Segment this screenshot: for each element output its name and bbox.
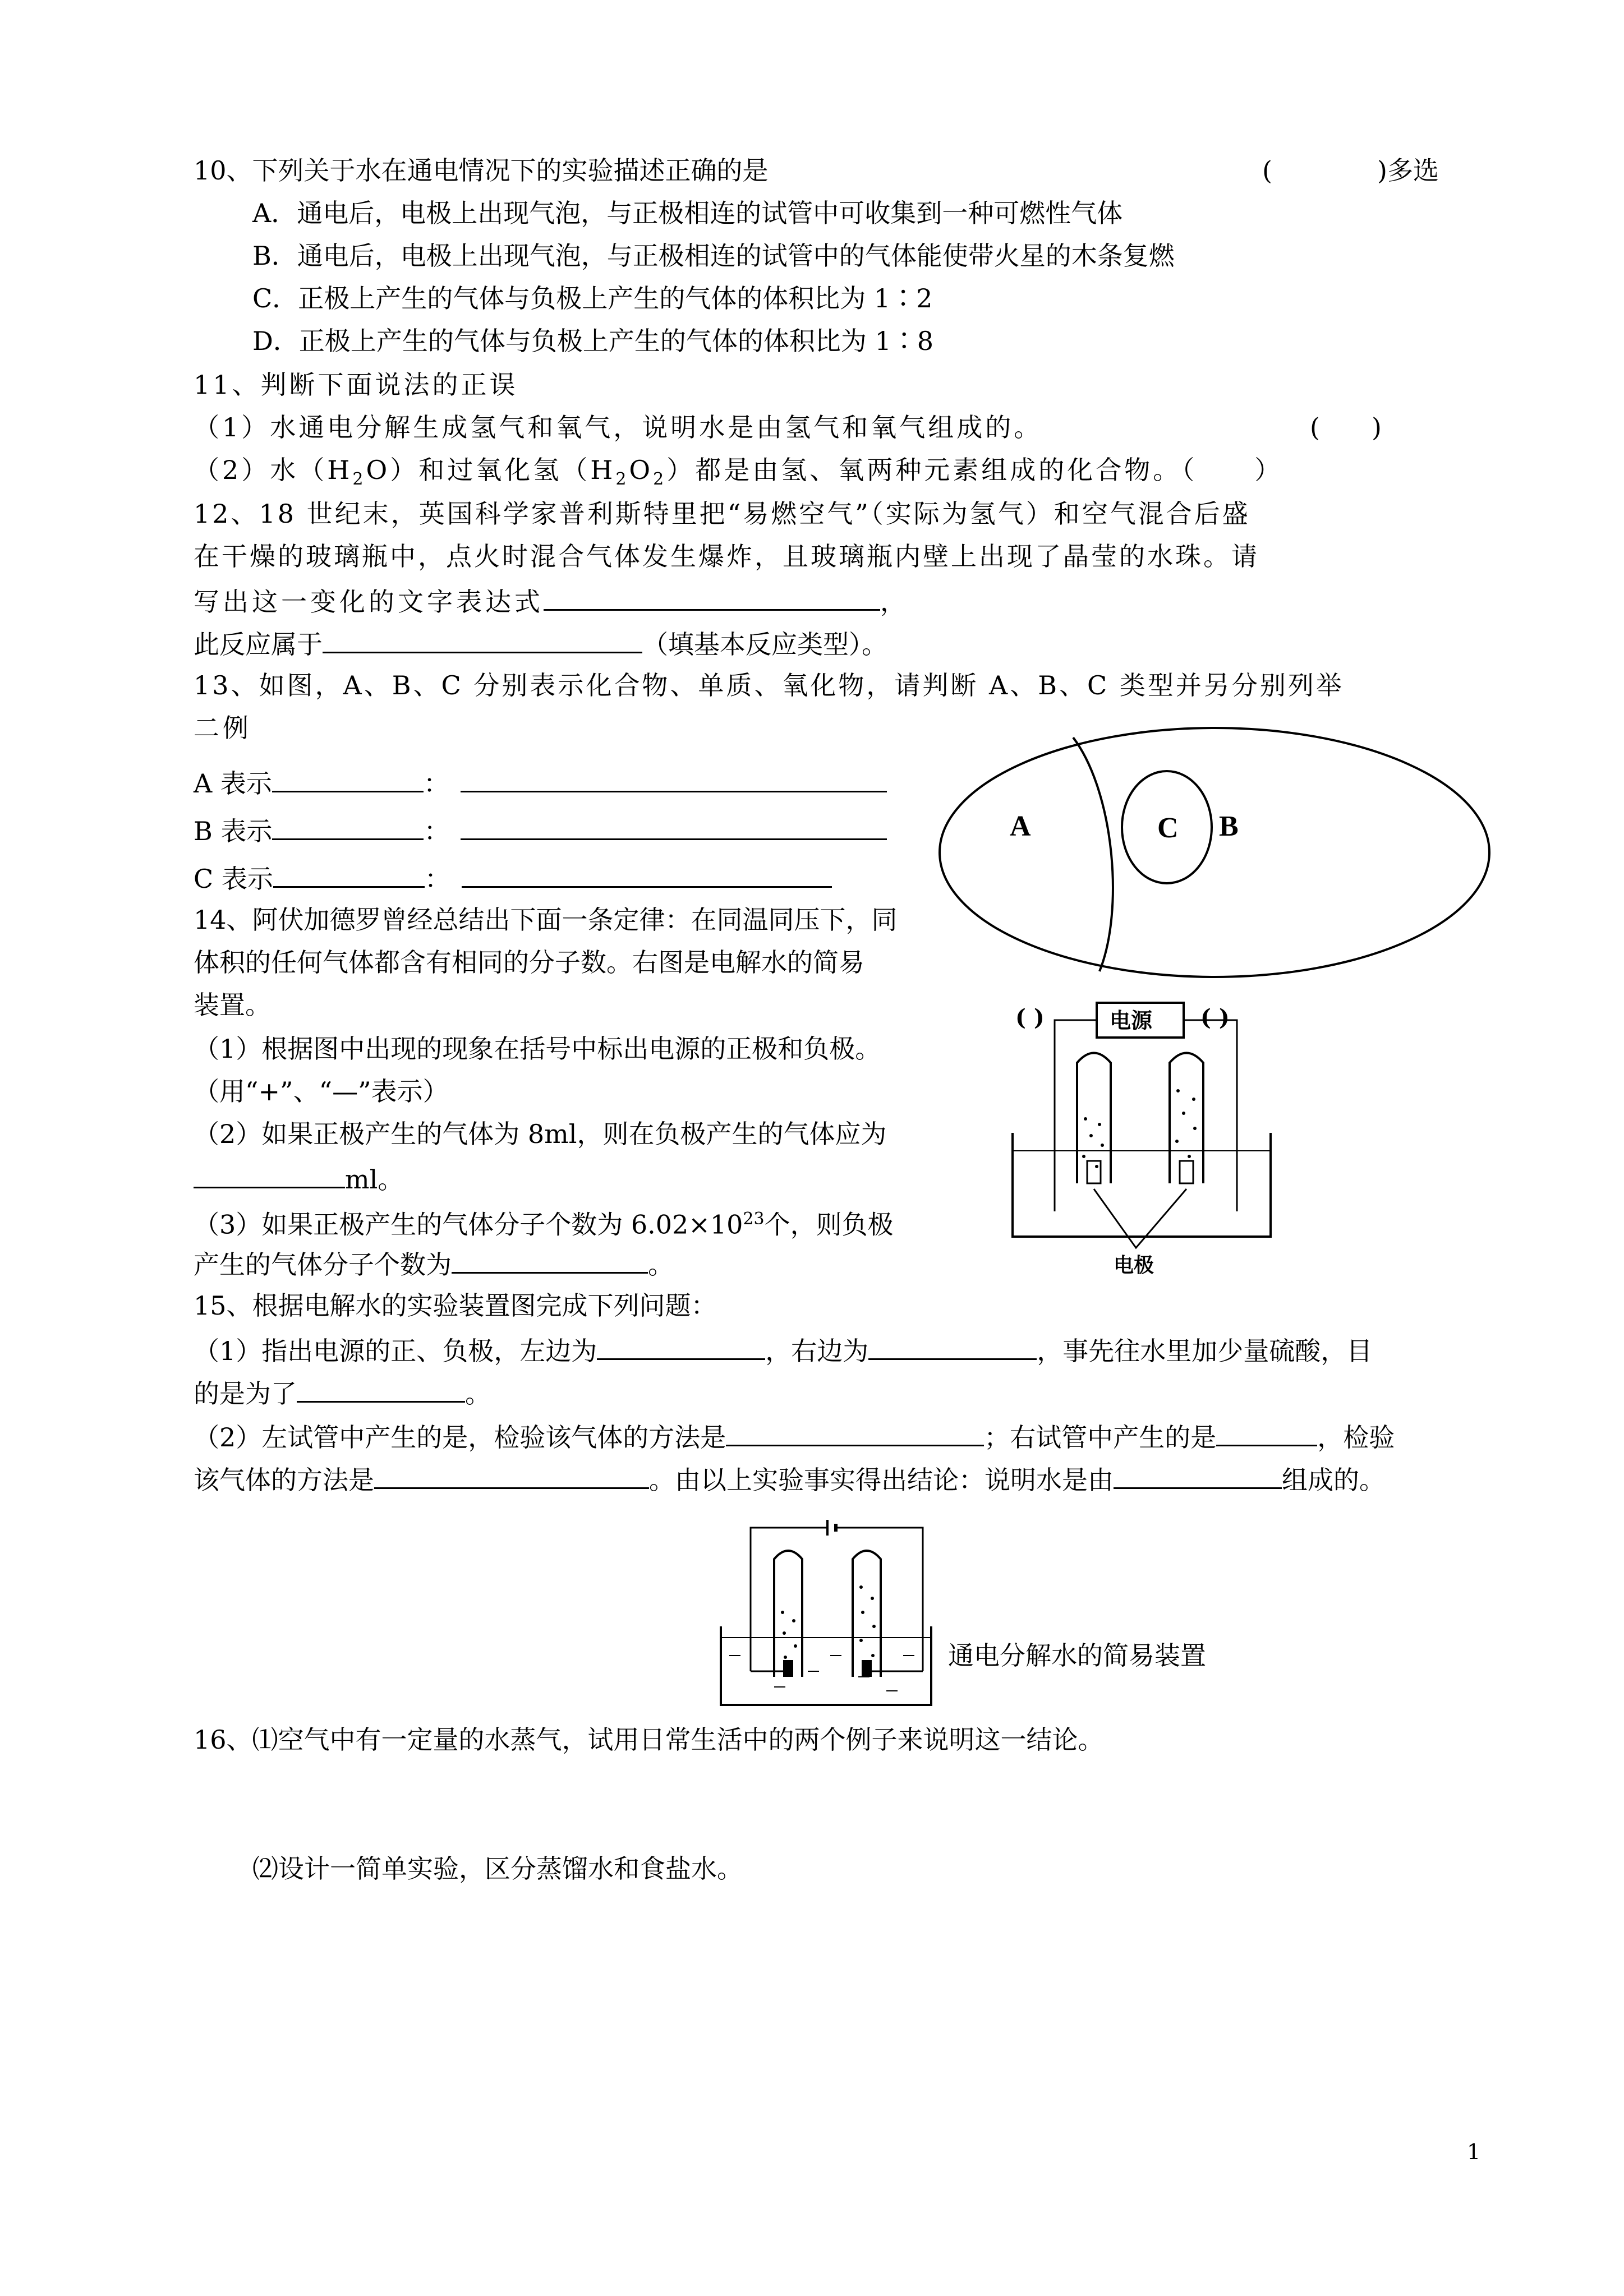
q12-line3: 写出这一变化的文字表达式 ， <box>194 581 909 620</box>
page-number: 1 <box>1467 2140 1481 2164</box>
left-tube-15 <box>774 1551 802 1677</box>
power-source-label: 电源 <box>1110 1008 1153 1033</box>
electrolysis-apparatus-figure <box>1010 998 1273 1279</box>
q12-line4: 此反应属于 （填基本反应类型）。 <box>194 624 887 662</box>
left-electrode <box>1087 1161 1101 1183</box>
left-test-tube <box>1077 1053 1111 1184</box>
q15-p1b: 的是为了 。 <box>194 1373 491 1412</box>
electrode-label: 电极 <box>1114 1254 1154 1277</box>
q10-stem: 10、下列关于水在通电情况下的实验描述正确的是 <box>194 155 769 186</box>
q14-p1b: （用“+”、“—”表示） <box>194 1076 449 1106</box>
q10-option-d: D．正极上产生的气体与负极上产生的气体的体积比为 1∶8 <box>252 326 934 356</box>
q14-p3a: （3）如果正极产生的气体分子个数为 $6.02\times 10^{23}$个，则负极 <box>194 1209 894 1240</box>
q13-a-line: A 表示 ： <box>194 763 887 801</box>
q15-p2a: （2）左试管中产生的是，检验该气体的方法是 ；右试管中产生的是 ，检验 <box>194 1417 1395 1455</box>
label-a: A <box>1010 810 1031 842</box>
water-ripples-15 <box>729 1656 914 1691</box>
right-electrode <box>1180 1161 1193 1183</box>
q15-p2b: 该气体的方法是 。由以上实验事实得出结论：说明水是由 组成的。 <box>194 1459 1385 1498</box>
right-electrode-15 <box>862 1660 872 1677</box>
q14-line1: 14、阿伏加德罗曾经总结出下面一条定律：在同温同压下，同 <box>194 905 898 935</box>
outer-ellipse <box>940 728 1489 977</box>
q10-option-c: C．正极上产生的气体与负极上产生的气体的体积比为 1∶2 <box>252 283 933 313</box>
right-polarity-paren: ( ) <box>1200 1004 1230 1031</box>
q13-b-line: B 表示 ： <box>194 810 887 849</box>
q11-stem: 11、判断下面说法的正误 <box>194 370 518 400</box>
label-c: C <box>1157 812 1179 844</box>
right-wire-15 <box>836 1528 923 1671</box>
q14-p2a: （2）如果正极产生的气体为 8ml，则在负极产生的气体应为 <box>194 1119 887 1149</box>
right-tube-15 <box>853 1551 881 1677</box>
q15-stem: 15、根据电解水的实验装置图完成下列问题： <box>194 1290 717 1321</box>
q13-line1: 13、如图，A、B、C 分别表示化合物、单质、氧化物，请判断 A、B、C 类型并另分别列举 <box>194 670 1344 700</box>
q14-line3: 装置。 <box>194 990 271 1020</box>
q12-line1: 12、18 世纪末，英国科学家普利斯特里把“易燃空气”（实际为氢气）和空气混合后盛 <box>194 499 1250 529</box>
q13-line2: 二例 <box>194 713 252 743</box>
left-wire-15 <box>751 1528 827 1671</box>
q11-item1-paren: ( ) <box>1310 412 1382 442</box>
left-tube-bubbles-15 <box>781 1611 797 1659</box>
q14-p2b: ml。 <box>194 1159 403 1197</box>
label-b: B <box>1219 810 1239 842</box>
right-tube-bubbles-15 <box>859 1585 876 1657</box>
q10-option-b: B．通电后，电极上出现气泡，与正极相连的试管中的气体能使带火星的木条复燃 <box>252 241 1175 271</box>
q10-option-a: A．通电后，电极上出现气泡，与正极相连的试管中可收集到一种可燃性气体 <box>252 198 1123 228</box>
q11-item2: （2）水$(H_2O)$和过氧化氢$(H_2O_2)$都是由氢、氧两种元素组成的化合物。（ ） <box>194 455 1283 490</box>
dividing-curve <box>1073 737 1113 971</box>
q14-p1a: （1）根据图中出现的现象在括号中标出电源的正极和负极。 <box>194 1034 881 1064</box>
classification-diagram <box>934 723 1495 981</box>
water-trough <box>1013 1133 1271 1237</box>
q10-paren-left: ( <box>1262 155 1272 186</box>
q13-c-line: C 表示 ： <box>194 858 832 897</box>
q14-p3b: 产生的气体分子个数为 。 <box>194 1244 674 1283</box>
q16-part1: 16、⑴空气中有一定量的水蒸气，试用日常生活中的两个例子来说明这一结论。 <box>194 1725 1104 1755</box>
q11-item1: （1）水通电分解生成氢气和氧气，说明水是由氢气和氧气组成的。 <box>194 412 1043 442</box>
electrode-pointer <box>1094 1189 1186 1248</box>
q15-figure-caption: 通电分解水的简易装置 <box>948 1640 1206 1671</box>
right-tube-bubbles <box>1175 1089 1197 1158</box>
right-test-tube <box>1170 1053 1203 1184</box>
q14-line2: 体积的任何气体都含有相同的分子数。右图是电解水的简易 <box>194 947 864 978</box>
q16-part2: ⑵设计一简单实验，区分蒸馏水和食盐水。 <box>252 1854 743 1884</box>
q15-p1a: （1）指出电源的正、负极，左边为 ，右边为 ，事先往水里加少量硫酸，目 <box>194 1330 1372 1369</box>
left-electrode-15 <box>783 1660 793 1677</box>
simple-electrolysis-figure <box>718 1509 942 1711</box>
q10-paren-right: )多选 <box>1377 155 1439 186</box>
left-polarity-paren: ( ) <box>1015 1004 1045 1031</box>
q12-line2: 在干燥的玻璃瓶中，点火时混合气体发生爆炸，且玻璃瓶内壁上出现了晶莹的水珠。请 <box>194 541 1259 571</box>
